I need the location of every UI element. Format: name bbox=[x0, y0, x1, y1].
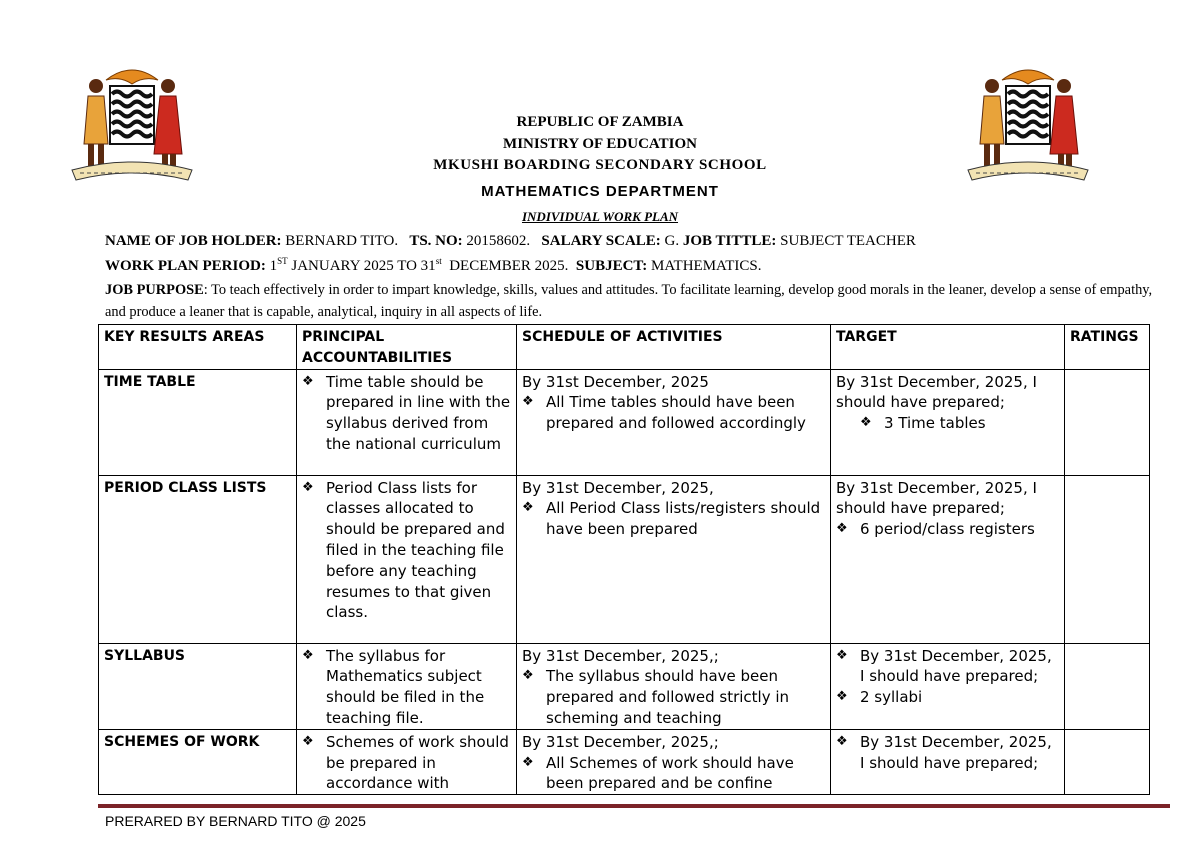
bullet-icon: ❖ bbox=[302, 647, 314, 663]
col-header-ratings: RATINGS bbox=[1065, 325, 1150, 370]
purpose-label: JOB PURPOSE bbox=[105, 282, 204, 298]
col-header-schedule: SCHEDULE OF ACTIVITIES bbox=[517, 325, 831, 370]
document-title: INDIVIDUAL WORK PLAN bbox=[521, 209, 679, 224]
bullet-icon: ❖ bbox=[836, 647, 848, 663]
bullet-icon: ❖ bbox=[302, 373, 314, 389]
table-row bbox=[99, 729, 1150, 794]
name-label: NAME OF JOB HOLDER: bbox=[105, 233, 282, 249]
period-sup-st2: st bbox=[435, 256, 442, 266]
salary-label: SALARY SCALE: bbox=[541, 233, 661, 249]
salary-value: G. bbox=[664, 233, 680, 249]
footer-rule bbox=[98, 804, 1170, 808]
bullet-icon: ❖ bbox=[836, 733, 848, 749]
schedule-cell: By 31st December, 2025,; ❖ The syllabus should have been prepared and followed strictly in scheming and teaching bbox=[517, 643, 831, 729]
bullet-icon: ❖ bbox=[522, 500, 534, 516]
job-holder-line bbox=[105, 233, 916, 250]
bullet-icon: ❖ bbox=[836, 521, 848, 537]
table-row bbox=[99, 643, 1150, 729]
rating-cell bbox=[1065, 643, 1150, 729]
period-start-day: 1 bbox=[269, 258, 278, 274]
ts-label: TS. NO: bbox=[409, 233, 463, 249]
schedule-cell: By 31st December, 2025 ❖ All Time tables should have been prepared and followed accordingly bbox=[517, 369, 831, 475]
target-cell: ❖ By 31st December, 2025, I should have prepared; ❖ 2 syllabi bbox=[831, 643, 1065, 729]
col-header-key-results: KEY RESULTS AREAS bbox=[99, 325, 297, 370]
accountability-cell: ❖ Period Class lists for classes allocated to should be prepared and filed in the teaching file before any teaching resumes to that given class. bbox=[297, 475, 517, 643]
accountability-cell: ❖ The syllabus for Mathematics subject should be filed in the teaching file. bbox=[297, 643, 517, 729]
country-heading: REPUBLIC OF ZAMBIA bbox=[516, 114, 684, 130]
target-cell: By 31st December, 2025, I should have prepared; ❖ 3 Time tables bbox=[831, 369, 1065, 475]
target-cell: By 31st December, 2025, I should have prepared; ❖ 6 period/class registers bbox=[831, 475, 1065, 643]
rating-cell bbox=[1065, 369, 1150, 475]
work-plan-table bbox=[98, 324, 1150, 795]
bullet-icon: ❖ bbox=[522, 754, 534, 770]
work-plan-period-line bbox=[105, 256, 761, 275]
subject-value: MATHEMATICS. bbox=[651, 258, 762, 274]
job-purpose bbox=[105, 279, 1165, 323]
rating-cell bbox=[1065, 729, 1150, 794]
col-header-accountabilities: PRINCIPAL ACCOUNTABILITIES bbox=[297, 325, 517, 370]
target-cell: ❖ By 31st December, 2025, I should have prepared; bbox=[831, 729, 1065, 794]
school-heading: MKUSHI BOARDING SECONDARY SCHOOL bbox=[433, 157, 767, 173]
table-row bbox=[99, 369, 1150, 475]
footer-text: PRERARED BY BERNARD TITO @ 2025 bbox=[105, 813, 366, 829]
schedule-cell: By 31st December, 2025,; ❖ All Schemes of work should have been prepared and be confine bbox=[517, 729, 831, 794]
bullet-icon: ❖ bbox=[302, 733, 314, 749]
subject-label: SUBJECT: bbox=[575, 258, 648, 274]
bullet-icon: ❖ bbox=[522, 394, 534, 410]
accountability-cell: ❖ Time table should be prepared in line with the syllabus derived from the national curriculum bbox=[297, 369, 517, 475]
period-end: DECEMBER 2025. bbox=[449, 258, 569, 274]
accountability-cell: ❖ Schemes of work should be prepared in accordance with bbox=[297, 729, 517, 794]
ts-value: 20158602. bbox=[466, 233, 531, 249]
period-sup-st: ST bbox=[277, 256, 288, 266]
bullet-icon: ❖ bbox=[860, 415, 872, 431]
schedule-cell: By 31st December, 2025, ❖ All Period Class lists/registers should have been prepared bbox=[517, 475, 831, 643]
key-result-area: TIME TABLE bbox=[99, 369, 297, 475]
job-title-label: JOB TITTLE: bbox=[682, 233, 777, 249]
key-result-area: SYLLABUS bbox=[99, 643, 297, 729]
bullet-icon: ❖ bbox=[302, 479, 314, 495]
job-title-value: SUBJECT TEACHER bbox=[780, 233, 916, 249]
period-range: JANUARY 2025 TO 31 bbox=[291, 258, 436, 274]
table-row bbox=[99, 475, 1150, 643]
col-header-target: TARGET bbox=[831, 325, 1065, 370]
purpose-text: : To teach effectively in order to impart knowledge, skills, values and attitudes. To facilitate learning, develop good morals in the leaner, develop a sense of empathy, and produce a leaner that is capable, analytical, inquiry in all aspects of life. bbox=[105, 282, 1153, 320]
name-value: BERNARD TITO. bbox=[285, 233, 399, 249]
department-heading: MATHEMATICS DEPARTMENT bbox=[481, 183, 719, 200]
ministry-heading: MINISTRY OF EDUCATION bbox=[503, 136, 697, 152]
bullet-icon: ❖ bbox=[522, 668, 534, 684]
rating-cell bbox=[1065, 475, 1150, 643]
period-label: WORK PLAN PERIOD: bbox=[105, 258, 266, 274]
key-result-area: SCHEMES OF WORK bbox=[99, 729, 297, 794]
table-header-row bbox=[99, 325, 1150, 370]
bullet-icon: ❖ bbox=[836, 689, 848, 705]
key-result-area: PERIOD CLASS LISTS bbox=[99, 475, 297, 643]
